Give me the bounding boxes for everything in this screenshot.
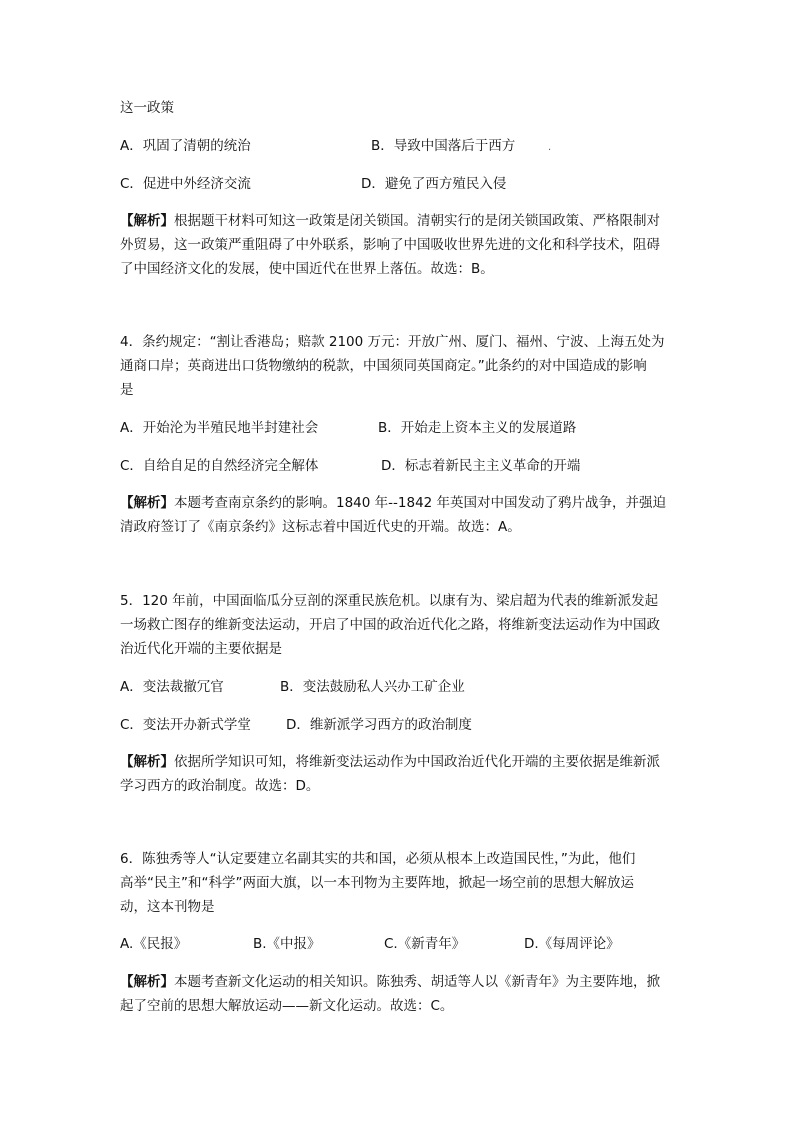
q5-option-c: C．变法开办新式学堂 xyxy=(120,717,251,733)
q6-stem-line-2: 高举“民主”和“科学”两面大旗，以一本刊物为主要阵地，掀起一场空前的思想大解放运 xyxy=(120,875,634,891)
q3-option-c: C．促进中外经济交流 xyxy=(120,176,251,192)
q6-option-c: C.《新青年》 xyxy=(384,936,466,952)
q5-option-a: A．变法裁撤冗官 xyxy=(120,679,224,695)
q6-option-a: A.《民报》 xyxy=(120,936,188,952)
analysis-tag: 【解析】 xyxy=(120,495,174,511)
analysis-tag: 【解析】 xyxy=(120,213,174,229)
q3-option-a: A．巩固了清朝的统治 xyxy=(120,138,251,154)
q5-option-b: B．变法鼓励私人兴办工矿企业 xyxy=(280,679,465,695)
stray-mark: . xyxy=(548,142,552,153)
q4-analysis-line-1: 【解析】本题考查南京条约的影响。1840 年--1842 年英国对中国发动了鸦片战争，并强迫 xyxy=(120,495,667,511)
q6-option-b: B.《中报》 xyxy=(253,936,321,952)
q5-stem-line-1: 5．120 年前，中国面临瓜分豆剖的深重民族危机。以康有为、梁启超为代表的维新派发起 xyxy=(120,593,659,609)
q3-stem-tail: 这一政策 xyxy=(120,100,174,116)
q4-option-a: A．开始沦为半殖民地半封建社会 xyxy=(120,420,319,436)
q3-analysis-line-3: 了中国经济文化的发展，使中国近代在世界上落伍。故选：B。 xyxy=(120,261,494,277)
q4-stem-line-3: 是 xyxy=(120,382,134,398)
q4-stem-line-2: 通商口岸；英商进出口货物缴纳的税款，中国须同英国商定。”此条约的对中国造成的影响 xyxy=(120,358,647,374)
q3-analysis-line-1: 【解析】根据题干材料可知这一政策是闭关锁国。清朝实行的是闭关锁国政策、严格限制对 xyxy=(120,213,660,229)
q4-stem-line-1: 4．条约规定：“割让香港岛；赔款 2100 万元：开放广州、厦门、福州、宁波、上海五处为 xyxy=(120,334,665,350)
q4-option-b: B．开始走上资本主义的发展道路 xyxy=(378,420,577,436)
q6-stem-line-1: 6．陈独秀等人“认定要建立名副其实的共和国，必须从根本上改造国民性，”为此，他们 xyxy=(120,851,636,867)
q4-analysis-line-2: 清政府签订了《南京条约》这标志着中国近代史的开端。故选：A。 xyxy=(120,519,521,535)
analysis-tag: 【解析】 xyxy=(120,974,174,990)
q4-option-c: C．自给自足的自然经济完全解体 xyxy=(120,458,319,474)
q5-option-d: D．维新派学习西方的政治制度 xyxy=(286,717,472,733)
q6-analysis-line-2: 起了空前的思想大解放运动——新文化运动。故选：C。 xyxy=(120,998,454,1014)
q5-stem-line-2: 一场救亡图存的维新变法运动，开启了中国的政治近代化之路，将维新变法运动作为中国政 xyxy=(120,617,660,633)
q6-analysis-line-1: 【解析】本题考查新文化运动的相关知识。陈独秀、胡适等人以《新青年》为主要阵地，掀 xyxy=(120,974,660,990)
q3-option-d: D．避免了西方殖民入侵 xyxy=(361,176,507,192)
q6-stem-line-3: 动，这本刊物是 xyxy=(120,899,215,915)
q5-analysis-line-1: 【解析】依据所学知识可知，将维新变法运动作为中国政治近代化开端的主要依据是维新派 xyxy=(120,754,660,770)
analysis-tag: 【解析】 xyxy=(120,754,174,770)
q3-analysis-line-2: 外贸易，这一政策严重阻碍了中外联系，影响了中国吸收世界先进的文化和科学技术，阻碍 xyxy=(120,237,660,253)
q3-option-b: B．导致中国落后于西方 xyxy=(371,138,516,154)
q4-option-d: D．标志着新民主主义革命的开端 xyxy=(381,458,581,474)
q6-option-d: D.《每周评论》 xyxy=(524,936,620,952)
q5-stem-line-3: 治近代化开端的主要依据是 xyxy=(120,641,282,657)
q5-analysis-line-2: 学习西方的政治制度。故选：D。 xyxy=(120,778,320,794)
